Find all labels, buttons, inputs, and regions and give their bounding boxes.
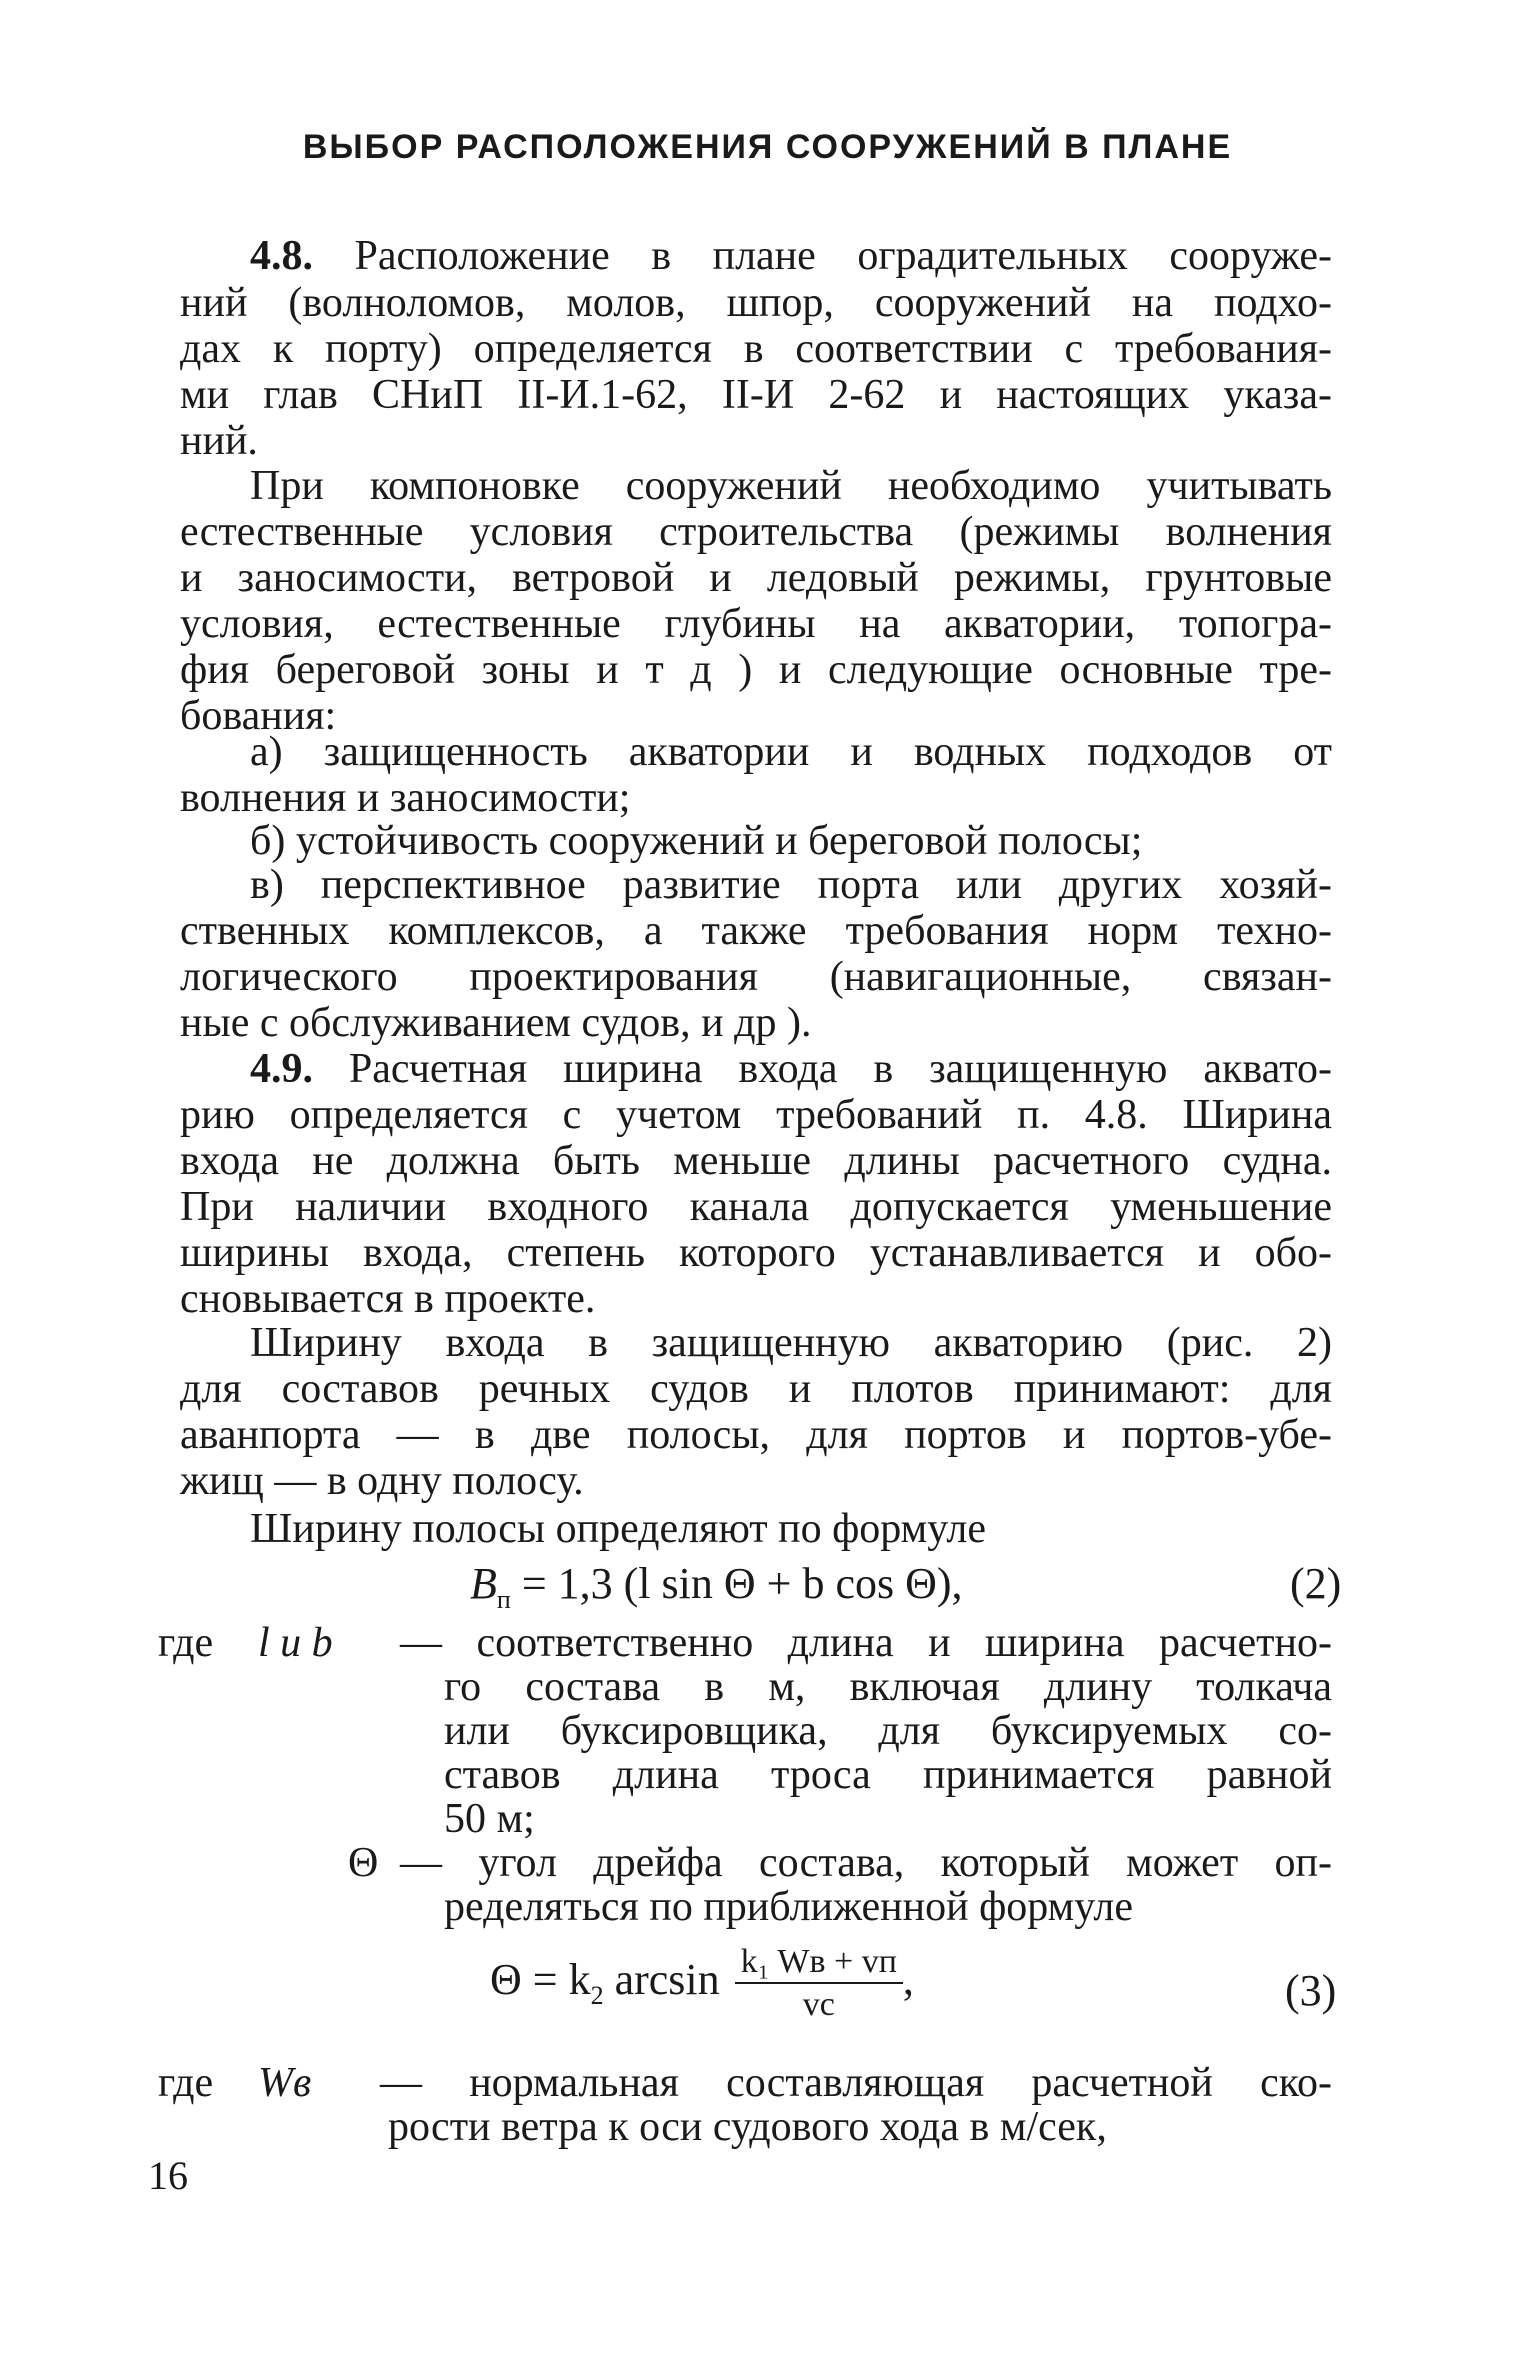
formula-2 — [470, 1558, 963, 1615]
item-a-line2: волнения и заносимости; — [180, 775, 631, 821]
p49-line6: сновывается в проекте. — [180, 1276, 596, 1322]
where2-line1: — нормальная составляющая расчетной ско- — [380, 2060, 1332, 2106]
formula-3-lhs: Θ = k — [490, 1955, 591, 2005]
where1-term: l и b — [258, 1620, 333, 1666]
clause-number-4-9: 4.9. — [250, 1046, 313, 1092]
section-heading: ВЫБОР РАСПОЛОЖЕНИЯ СООРУЖЕНИЙ В ПЛАНЕ — [302, 128, 1233, 166]
item-a-line1: а) защищенность акватории и водных подходов от — [250, 729, 1332, 775]
p-komp-line2: естественные условия строительства (режимы волнения — [180, 509, 1332, 555]
p48-line1 — [250, 233, 1332, 279]
p49-line2: рию определяется с учетом требований п. 4.8. Ширина — [180, 1092, 1332, 1138]
where1-label: где — [158, 1620, 214, 1666]
p49-line3: входа не должна быть меньше длины расчетного судна. — [180, 1138, 1332, 1184]
formula-3 — [490, 1942, 914, 2026]
formula-intro: Ширину полосы определяют по формуле — [250, 1506, 987, 1552]
p49-line1 — [250, 1046, 1332, 1092]
p49-line4: При наличии входного канала допускается уменьшение — [180, 1184, 1332, 1230]
formula-3-func: arcsin — [614, 1955, 720, 2005]
p48-line3: дах к порту) определяется в соответствии с требования- — [180, 326, 1332, 372]
where1-line1: — соответственно длина и ширина расчетно- — [400, 1620, 1332, 1666]
p49-line5: ширины входа, степень которого устанавливается и обо- — [180, 1230, 1332, 1276]
p-shir-line2: для составов речных судов и плотов принимают: для — [180, 1366, 1332, 1412]
where2-line2: рости ветра к оси судового хода в м/сек, — [388, 2104, 1107, 2150]
where2-label: где — [158, 2060, 214, 2106]
item-v-line1: в) перспективное развитие порта или других хозяй- — [250, 862, 1332, 908]
p48-line5: ний. — [180, 418, 258, 464]
p-komp-line4: условия, естественные глубины на акватории, топогра- — [180, 601, 1332, 647]
formula-3-denominator: vс — [802, 1986, 835, 2023]
formula-3-lhs-sub: 2 — [590, 1980, 604, 2010]
where-theta-line2: ределяться по приближенной формуле — [444, 1884, 1133, 1930]
item-v-line2: ственных комплексов, а также требования норм техно- — [180, 908, 1332, 954]
p-komp-line6: бования: — [180, 693, 337, 739]
p-shir-line4: жищ — в одну полосу. — [180, 1458, 584, 1504]
item-v-line3: логического проектирования (навигационные, связан- — [180, 954, 1332, 1000]
p48-line1-text: Расположение в плане оградительных сооруже- — [354, 233, 1332, 279]
where1-line5: 50 м; — [444, 1796, 535, 1842]
formula-3-number: (3) — [1285, 1966, 1337, 2015]
p48-line4: ми глав СНиП II-И.1-62, II-И 2-62 и настоящих указа- — [180, 372, 1332, 418]
formula-3-fraction — [735, 1942, 903, 2026]
p49-line1-text: Расчетная ширина входа в защищенную аквато- — [348, 1046, 1332, 1092]
formula-3-tail: , — [902, 1955, 914, 2005]
where2-term: Wв — [258, 2060, 312, 2106]
item-v-line4: ные с обслуживанием судов, и др ). — [180, 1000, 812, 1046]
p-komp-line1: При компоновке сооружений необходимо учитывать — [250, 463, 1332, 509]
item-b: б) устойчивость сооружений и береговой полосы; — [250, 818, 1143, 864]
formula-3-numerator: k₁ Wв + vп — [735, 1942, 903, 1984]
formula-2-lhs-sub: п — [496, 1584, 511, 1614]
p48-line2: ний (волноломов, молов, шпор, сооружений на подхо- — [180, 280, 1332, 326]
where1-line2: го состава в м, включая длину толкача — [444, 1664, 1332, 1710]
formula-2-rhs: = 1,3 (l sin Θ + b cos Θ), — [521, 1559, 963, 1608]
formula-2-number: (2) — [1290, 1559, 1342, 1608]
where1-line3: или буксировщика, для буксируемых со- — [444, 1708, 1332, 1754]
where-theta-line1: — угол дрейфа состава, который может оп- — [400, 1840, 1332, 1886]
clause-number-4-8: 4.8. — [250, 233, 313, 279]
where1-line4: ставов длина троса принимается равной — [444, 1752, 1332, 1798]
p-komp-line3: и заносимости, ветровой и ледовый режимы, грунтовые — [180, 555, 1332, 601]
where-theta-term: Θ — [348, 1840, 379, 1886]
p-shir-line1: Ширину входа в защищенную акваторию (рис. 2) — [250, 1320, 1332, 1366]
p-shir-line3: аванпорта — в две полосы, для портов и портов-убе- — [180, 1412, 1332, 1458]
p-komp-line5: фия береговой зоны и т д ) и следующие основные тре- — [180, 647, 1332, 693]
page-number: 16 — [148, 2153, 188, 2198]
formula-2-lhs: B — [470, 1559, 497, 1608]
